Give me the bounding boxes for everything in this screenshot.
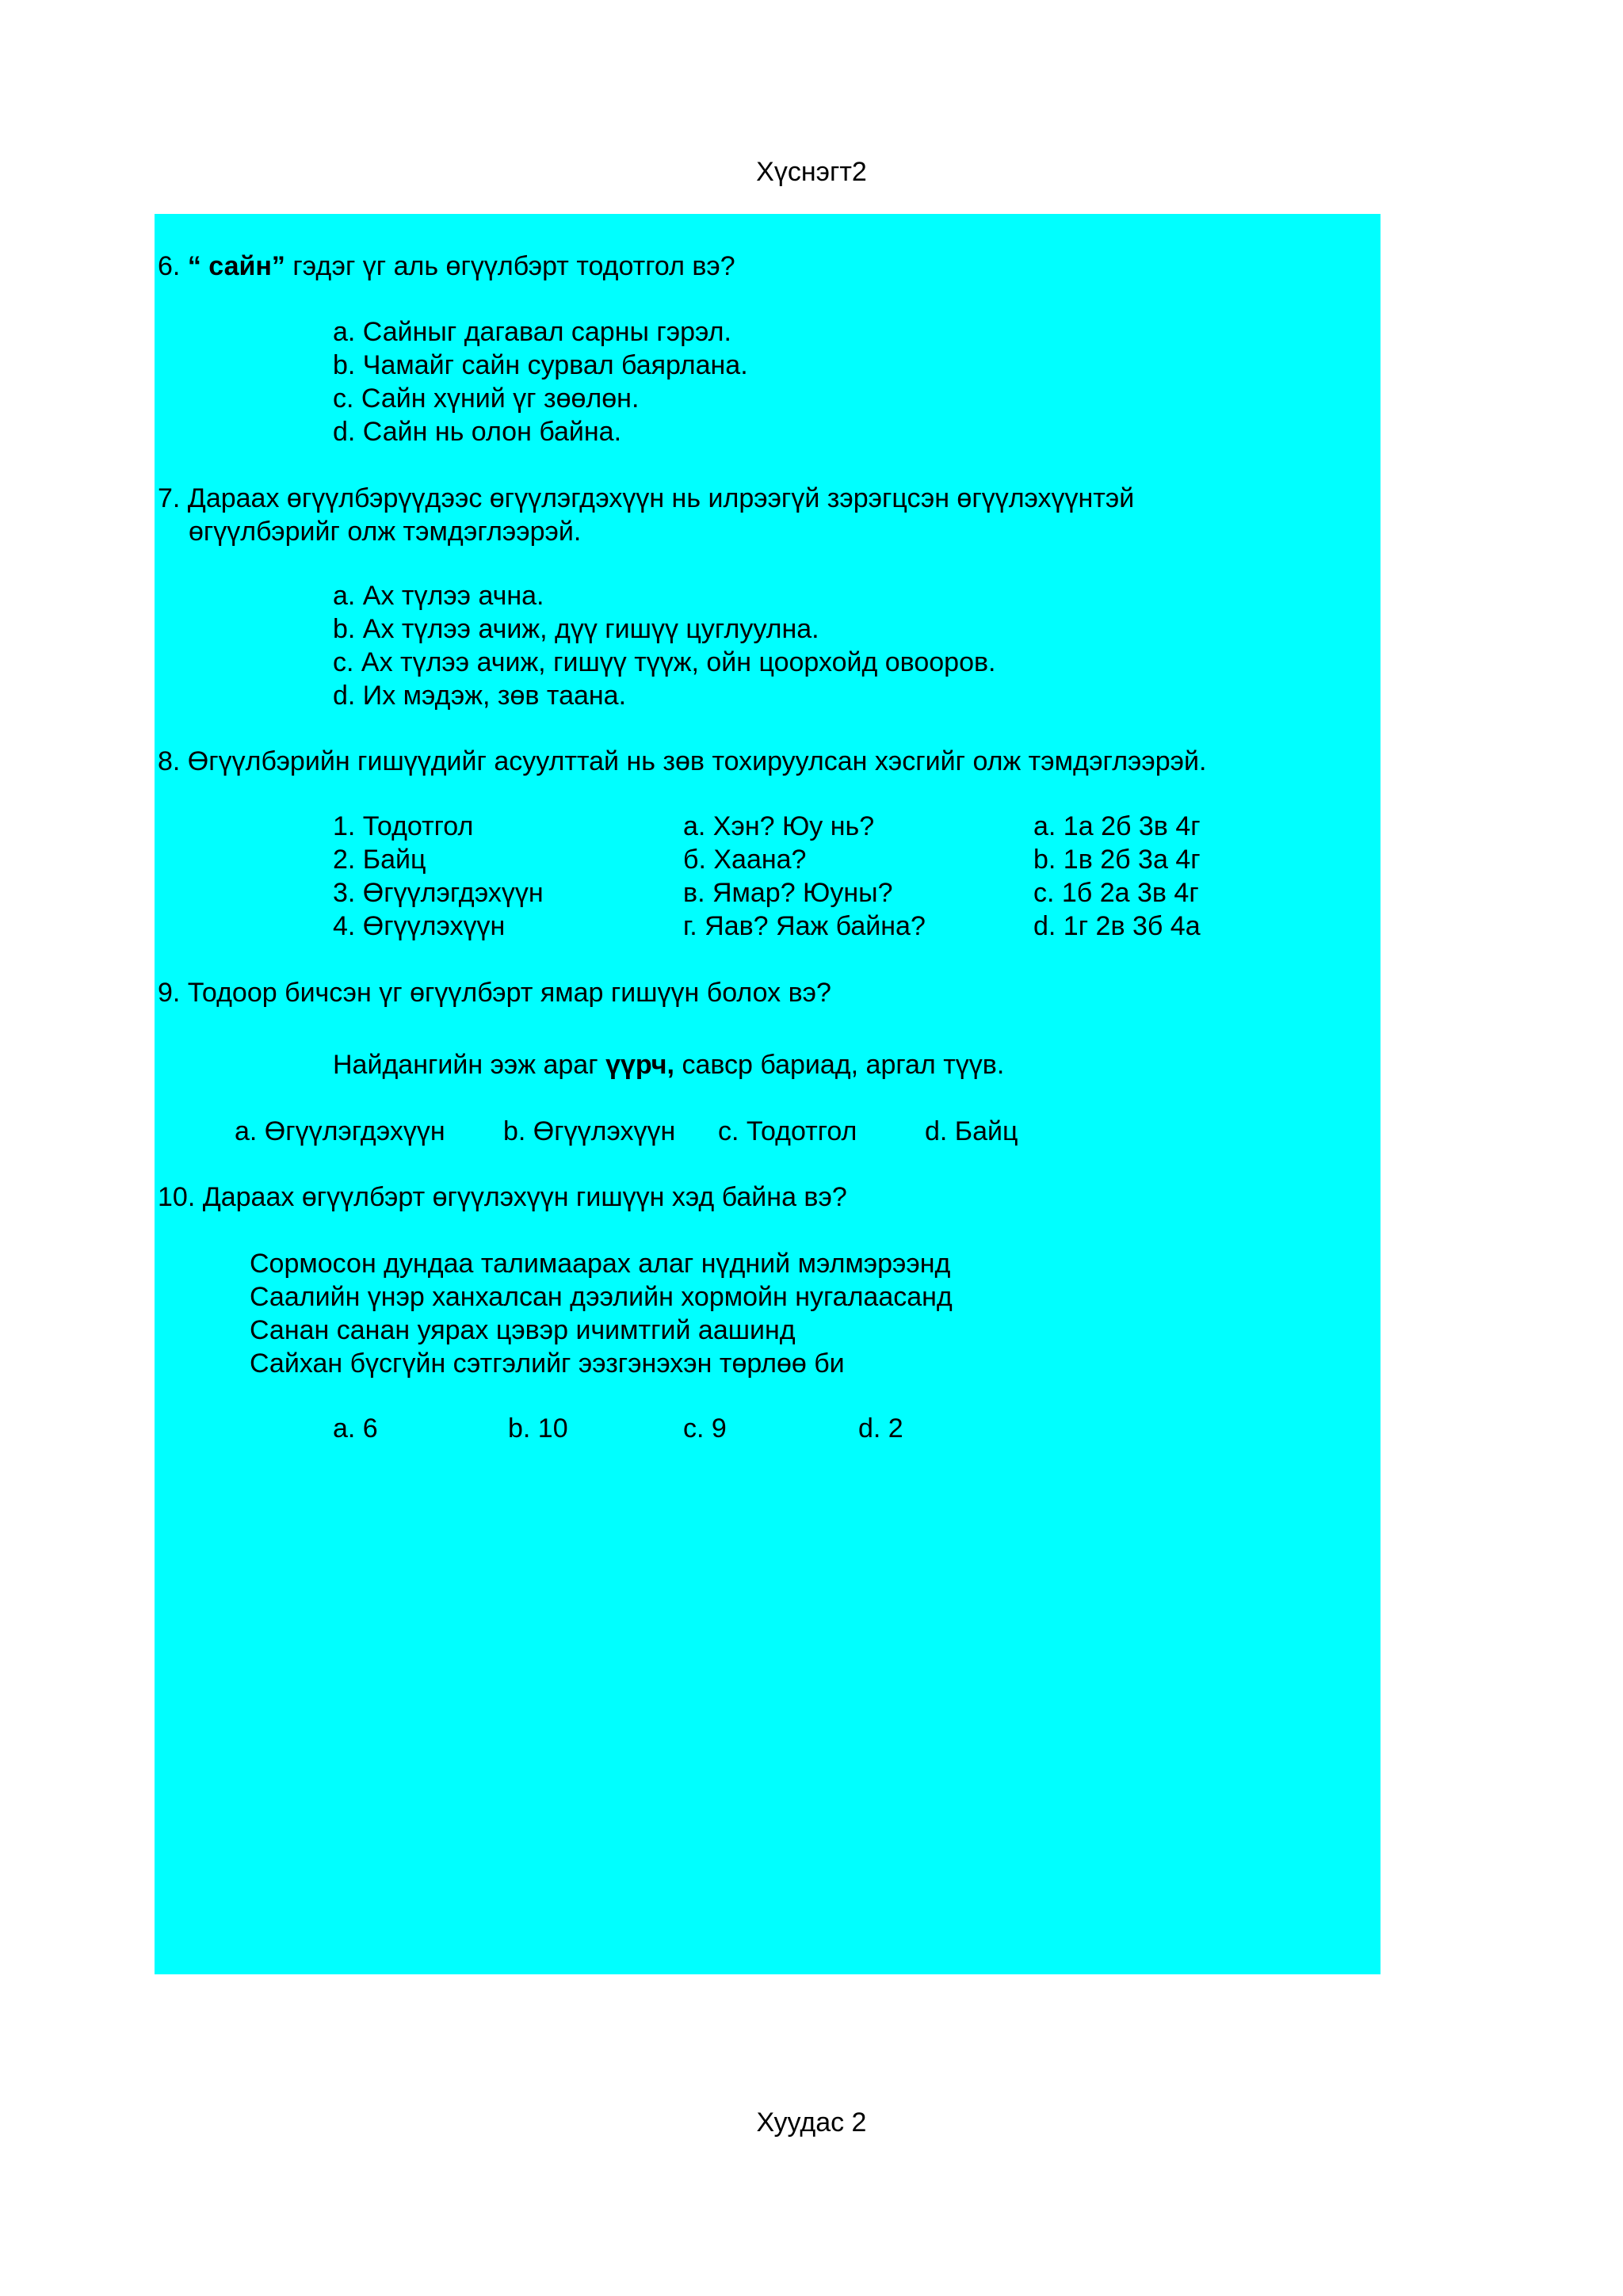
question-7-option-a: a. Ах түлээ ачна. [333, 581, 544, 611]
question-9-sentence-start: Найдангийн ээж араг [333, 1050, 606, 1080]
question-6-text: гэдэг үг аль өгүүлбэрт тодотгол вэ? [285, 251, 735, 281]
question-6-keyword: “ сайн” [187, 251, 285, 281]
question-8-question-b: б. Хаана? [683, 845, 807, 875]
question-10-poem-line-2: Саалийн үнэр ханхалсан дээлийн хормойн нугалаасанд [250, 1282, 953, 1312]
question-9-highlighted-word: үүрч, [605, 1050, 674, 1080]
question-8-question-c: в. Ямар? Юуны? [683, 878, 893, 908]
question-9-sentence [333, 1048, 1004, 1081]
question-7-line-1: 7. Дараах өгүүлбэрүүдээс өгүүлэгдэхүүн нь илрээгүй зэрэгцсэн өгүүлэхүүнтэй [158, 483, 1135, 513]
question-8-question-a: а. Хэн? Юу нь? [683, 811, 875, 841]
question-6-option-d: d. Сайн нь олон байна. [333, 417, 622, 447]
question-7-option-b: b. Ах түлээ ачиж, дүү гишүү цуглуулна. [333, 614, 819, 644]
question-8-member-1: 1. Тодотгол [333, 811, 474, 841]
question-7-line-2: өгүүлбэрийг олж тэмдэглээрэй. [189, 517, 582, 547]
question-6-option-a: a. Сайныг дагавал сарны гэрэл. [333, 317, 731, 347]
question-9-option-d: d. Байц [925, 1116, 1018, 1146]
page-footer: Хуудас 2 [756, 2107, 867, 2138]
question-10: 10. Дараах өгүүлбэрт өгүүлэхүүн гишүүн хэд байна вэ? [158, 1182, 847, 1212]
question-10-option-c: c. 9 [683, 1413, 727, 1444]
question-9-option-b: b. Өгүүлэхүүн [503, 1116, 676, 1146]
question-7-option-d: d. Их мэдэж, зөв таана. [333, 681, 627, 711]
page-header: Хүснэгт2 [756, 157, 867, 187]
question-6-option-c: c. Сайн хүний үг зөөлөн. [333, 383, 640, 414]
question-10-poem-line-4: Сайхан бүсгүйн сэтгэлийг ээзгэнэхэн төрлөө би [250, 1348, 845, 1379]
question-8-answer-d: d. 1г 2в 3б 4а [1033, 911, 1201, 941]
question-7-option-c: c. Ах түлээ ачиж, гишүү түүж, ойн цоорхойд овооров. [333, 647, 996, 677]
question-8-answer-a: a. 1а 2б 3в 4г [1033, 811, 1201, 841]
question-9-option-a: a. Өгүүлэгдэхүүн [235, 1116, 445, 1146]
question-8-member-2: 2. Байц [333, 845, 426, 875]
question-10-poem-line-1: Сормосон дундаа талимаарах алаг нүдний мэлмэрээнд [250, 1249, 951, 1279]
question-8-member-3: 3. Өгүүлэгдэхүүн [333, 878, 544, 908]
question-9-sentence-end: савср бариад, аргал түүв. [674, 1050, 1005, 1080]
question-9-option-c: c. Тодотгол [718, 1116, 857, 1146]
question-10-option-d: d. 2 [858, 1413, 903, 1444]
question-6 [158, 250, 735, 283]
question-9: 9. Тодоор бичсэн үг өгүүлбэрт ямар гишүүн болох вэ? [158, 978, 831, 1008]
content-panel [155, 214, 1381, 1974]
question-8: 8. Өгүүлбэрийн гишүүдийг асуулттай нь зөв тохируулсан хэсгийг олж тэмдэглээрэй. [158, 746, 1207, 776]
question-6-number: 6. [158, 251, 188, 281]
question-8-question-d: г. Яав? Яаж байна? [683, 911, 926, 941]
question-8-answer-c: c. 1б 2а 3в 4г [1033, 878, 1199, 908]
question-10-option-a: a. 6 [333, 1413, 378, 1444]
question-8-answer-b: b. 1в 2б 3а 4г [1033, 845, 1201, 875]
question-8-member-4: 4. Өгүүлэхүүн [333, 911, 506, 941]
question-10-poem-line-3: Санан санан уярах цэвэр ичимтгий аашинд [250, 1315, 796, 1345]
question-6-option-b: b. Чамайг сайн сурвал баярлана. [333, 350, 748, 380]
question-10-option-b: b. 10 [508, 1413, 568, 1444]
